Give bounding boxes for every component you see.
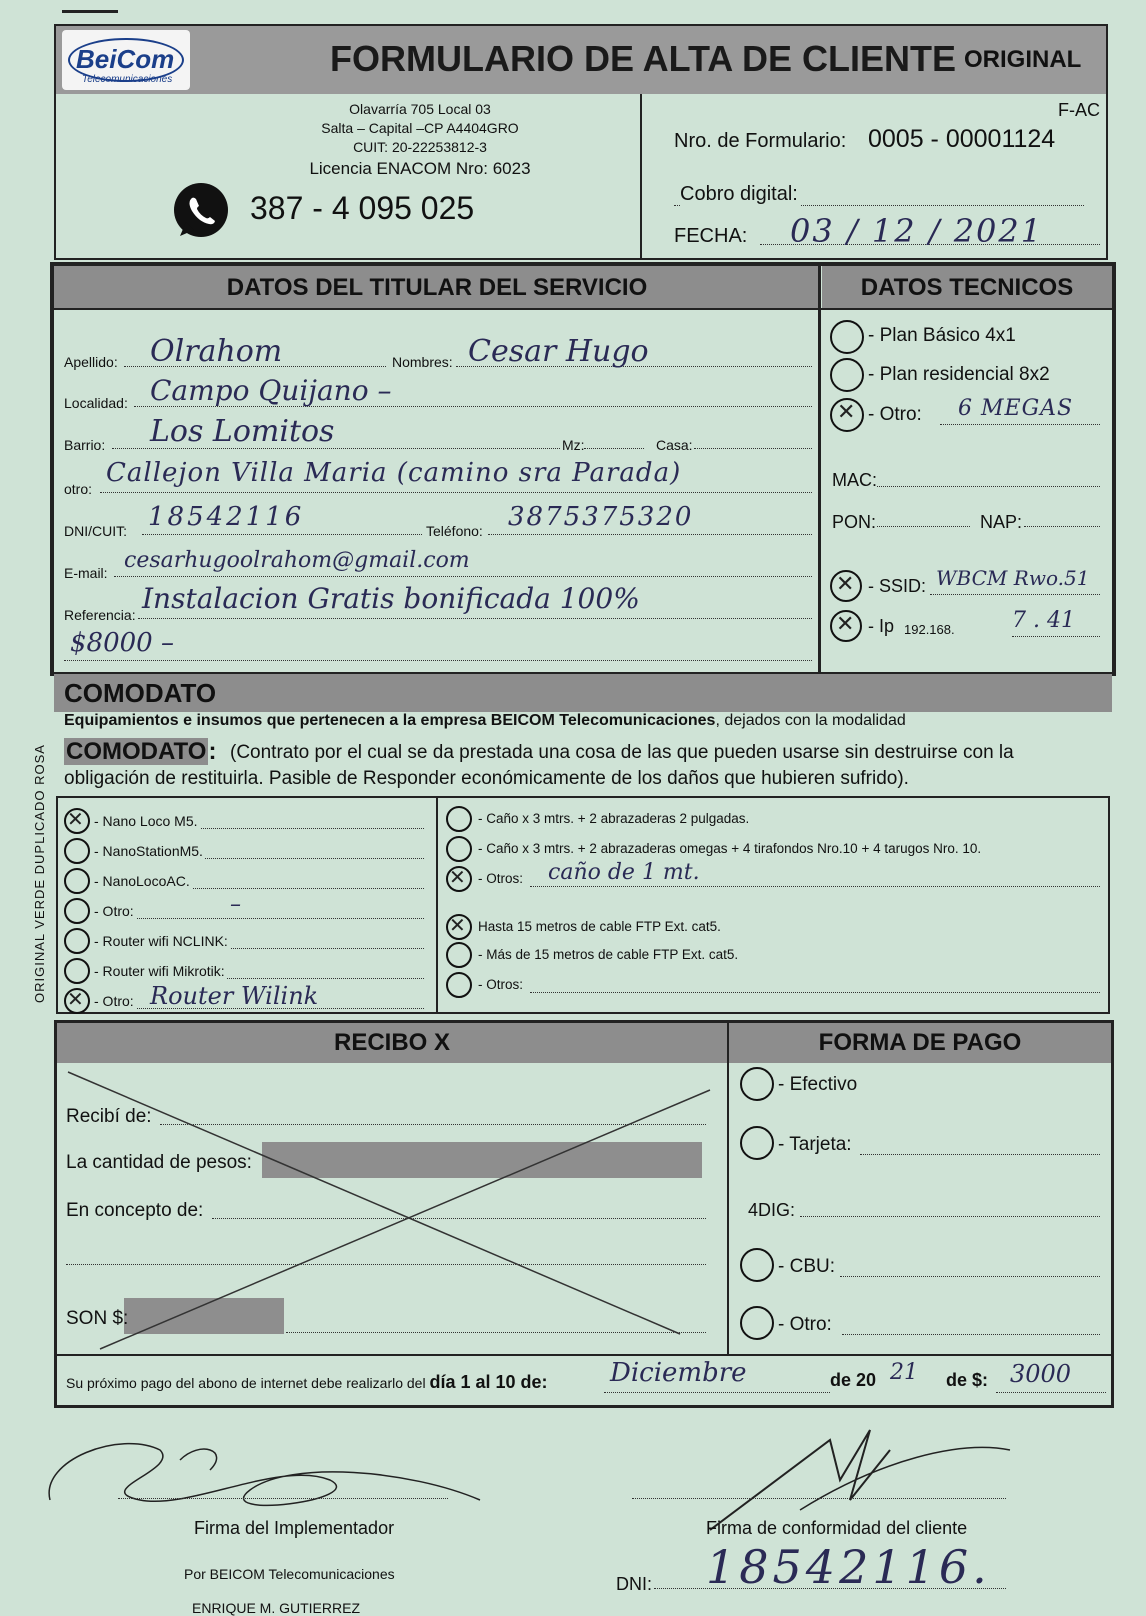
localidad-value[interactable]: Campo Quijano –	[150, 374, 392, 407]
form-title: FORMULARIO DE ALTA DE CLIENTE	[330, 38, 956, 79]
equipment-radio[interactable]	[64, 898, 90, 924]
otro-address-label: otro:	[64, 481, 93, 497]
whatsapp-icon	[170, 180, 232, 242]
next-payment-month[interactable]: Diciembre	[610, 1358, 747, 1388]
digital-collection-label: Cobro digital:	[680, 183, 798, 205]
equipment-check-icon: ✕	[67, 807, 84, 831]
address-line-1: Olavarría 705 Local 03	[349, 101, 491, 117]
otro-pago-radio[interactable]	[740, 1306, 774, 1340]
titular-header: DATOS DEL TITULAR DEL SERVICIO	[54, 266, 820, 310]
equipment-item-label: - NanoStationM5.	[94, 843, 203, 859]
cbu-label: - CBU:	[778, 1256, 835, 1277]
supply-radio[interactable]	[446, 972, 472, 998]
mz-label: Mz:	[562, 437, 585, 453]
monto-value[interactable]: $8000 –	[70, 628, 174, 658]
plan-residential-label: - Plan residencial 8x2	[868, 364, 1050, 385]
logo	[62, 30, 190, 90]
supply-other-value[interactable]: caño de 1 mt.	[548, 860, 700, 885]
implementer-company: Por BEICOM Telecomunicaciones	[184, 1566, 395, 1582]
comodato-items-divider	[436, 796, 438, 1014]
telefono-value[interactable]: 3875375320	[508, 502, 694, 532]
recibo-header: RECIBO X	[57, 1023, 727, 1063]
header-divider	[640, 94, 642, 260]
localidad-label: Localidad:	[64, 395, 128, 411]
ip-label: - Ip	[868, 616, 895, 636]
son-label: SON $:	[66, 1308, 129, 1329]
data-header-rule	[54, 308, 1112, 310]
nombres-label: Nombres:	[392, 354, 453, 370]
supply-radio[interactable]	[446, 806, 472, 832]
pon-label: PON:	[832, 512, 877, 532]
logo-text: BeiCom	[76, 44, 175, 74]
comodato-word: COMODATO:	[66, 738, 217, 765]
ssid-label: - SSID:	[868, 576, 927, 596]
plan-basic-label: - Plan Básico 4x1	[868, 325, 1016, 346]
supply-check-icon: ✕	[449, 865, 466, 889]
equipment-radio[interactable]	[64, 838, 90, 864]
form-number-label: Nro. de Formulario:	[674, 130, 847, 152]
nombres-value[interactable]: Cesar Hugo	[468, 334, 649, 369]
equipment-other-value[interactable]: Router Wilink	[150, 982, 319, 1010]
comodato-intro: Equipamientos e insumos que pertenecen a la empresa BEICOM Telecomunicaciones, dejados con la modalidad	[64, 712, 906, 729]
email-value[interactable]: cesarhugoolrahom@gmail.com	[124, 548, 470, 573]
supply-item-label: Hasta 15 metros de cable FTP Ext. cat5.	[478, 919, 721, 934]
pago-header: FORMA DE PAGO	[729, 1023, 1111, 1063]
equipment-item-label: - Router wifi NCLINK:	[94, 933, 228, 949]
email-label: E-mail:	[64, 565, 108, 581]
receipt-strike-mark	[60, 1064, 726, 1354]
equipment-radio[interactable]	[64, 868, 90, 894]
company-license: Licencia ENACOM Nro: 6023	[309, 159, 531, 178]
supply-item-label: - Caño x 3 mtrs. + 2 abrazaderas omegas + 4 tirafondos Nro.10 + 4 tarugos Nro. 10.	[478, 841, 982, 856]
supply-radio[interactable]	[446, 836, 472, 862]
equipment-check-icon: ✕	[67, 987, 84, 1011]
equipment-item-label: - NanoLocoAC.	[94, 873, 190, 889]
efectivo-radio[interactable]	[740, 1067, 774, 1101]
supply-item-label: - Caño x 3 mtrs. + 2 abrazaderas 2 pulgadas.	[478, 811, 750, 826]
plan-other-check-icon: ✕	[837, 400, 856, 425]
ssid-value[interactable]: WBCM Rwo.51	[936, 566, 1090, 590]
next-payment-amount-label: de $:	[946, 1370, 989, 1390]
digits-label: 4DIG:	[748, 1200, 796, 1220]
form-code: F-AC	[1058, 100, 1100, 120]
dni-label: DNI/CUIT:	[64, 523, 127, 539]
next-payment-text: Su próximo pago del abono de internet debe realizarlo del día 1 al 10 de:	[66, 1372, 548, 1392]
mac-label: MAC:	[832, 470, 877, 490]
ssid-check-icon: ✕	[836, 572, 855, 597]
cantidad-label: La cantidad de pesos:	[66, 1152, 252, 1173]
company-address	[220, 100, 620, 178]
tecnicos-header: DATOS TECNICOS	[822, 266, 1112, 310]
next-payment-year-label: de 20	[830, 1370, 877, 1390]
date-value: 03 / 12 / 2021	[790, 212, 1044, 250]
plan-other-value[interactable]: 6 MEGAS	[958, 396, 1074, 421]
ip-prefix: 192.168.	[904, 622, 955, 637]
comodato-header: COMODATO	[54, 674, 1112, 712]
equipment-item-label: - Otro:	[94, 993, 134, 1009]
company-phone: 387 - 4 095 025	[250, 190, 475, 226]
plan-other-label: - Otro:	[868, 404, 922, 425]
casa-label: Casa:	[656, 437, 693, 453]
plan-residential-radio[interactable]	[830, 358, 864, 392]
referencia-label: Referencia:	[64, 607, 136, 623]
supply-item-label: - Otros:	[478, 871, 524, 886]
next-payment-amount[interactable]: 3000	[1010, 1360, 1072, 1388]
supply-item-label: - Otros:	[478, 977, 524, 992]
next-payment-year[interactable]: 21	[890, 1360, 918, 1385]
otro-pago-label: - Otro:	[778, 1314, 832, 1335]
tarjeta-radio[interactable]	[740, 1126, 774, 1160]
equipment-item-label: - Router wifi Mikrotik:	[94, 963, 225, 979]
referencia-value[interactable]: Instalacion Gratis bonificada 100%	[142, 582, 640, 615]
client-dni-value[interactable]: 18542116.	[706, 1540, 991, 1594]
equipment-item-label: - Nano Loco M5.	[94, 813, 198, 829]
date-label: FECHA:	[674, 225, 748, 247]
telefono-label: Teléfono:	[426, 523, 483, 539]
implementer-signature	[30, 1420, 500, 1530]
client-dni-label: DNI:	[616, 1574, 652, 1594]
apellido-value[interactable]: Olrahom	[150, 334, 283, 369]
side-copy-text: ORIGINAL VERDE DUPLICADO ROSA	[32, 744, 47, 1003]
client-signature-label: Firma de conformidad del cliente	[706, 1518, 968, 1538]
copy-label: ORIGINAL	[964, 46, 1082, 73]
tarjeta-label: - Tarjeta:	[778, 1134, 852, 1155]
apellido-label: Apellido:	[64, 354, 118, 370]
comodato-definition: (Contrato por el cual se da prestada una cosa de las que pueden usarse sin destruirse con la	[230, 742, 1014, 763]
comodato-definition-2: obligación de restituirla. Pasible de Responder económicamente de los daños que hubieren sufrido).	[64, 768, 909, 789]
cbu-radio[interactable]	[740, 1248, 774, 1282]
address-line-2: Salta – Capital –CP A4404GRO	[321, 120, 519, 136]
ip-check-icon: ✕	[836, 612, 855, 637]
top-left-mark	[62, 10, 118, 13]
logo-subtext: Telecomunicaciones	[82, 74, 173, 85]
implementer-signature-label: Firma del Implementador	[194, 1518, 395, 1538]
supply-radio[interactable]	[446, 942, 472, 968]
payment-divider	[727, 1023, 729, 1356]
dni-value[interactable]: 18542116	[148, 502, 305, 532]
recibi-label: Recibí de:	[66, 1106, 152, 1127]
supply-item-label: - Más de 15 metros de cable FTP Ext. cat5.	[478, 947, 739, 962]
supply-check-icon: ✕	[449, 913, 466, 937]
company-cuit: CUIT: 20-22253812-3	[353, 139, 487, 155]
equipment-item-label: - Otro:	[94, 903, 134, 919]
ip-value[interactable]: 7 . 41	[1012, 608, 1075, 633]
implementer-name: ENRIQUE M. GUTIERREZ	[192, 1600, 361, 1616]
plan-basic-radio[interactable]	[830, 320, 864, 354]
equipment-radio[interactable]	[64, 958, 90, 984]
payment-rule	[57, 1354, 1111, 1356]
efectivo-label: - Efectivo	[778, 1074, 858, 1095]
otro-address-value[interactable]: Callejon Villa Maria (camino sra Parada)	[106, 458, 682, 488]
concepto-label: En concepto de:	[66, 1200, 204, 1221]
barrio-label: Barrio:	[64, 437, 106, 453]
equipment-other-value[interactable]: –	[230, 892, 241, 917]
form-number: 0005 - 00001124	[868, 125, 1056, 153]
data-divider	[818, 266, 821, 672]
barrio-value[interactable]: Los Lomitos	[150, 414, 335, 449]
nap-label: NAP:	[980, 512, 1023, 532]
equipment-radio[interactable]	[64, 928, 90, 954]
